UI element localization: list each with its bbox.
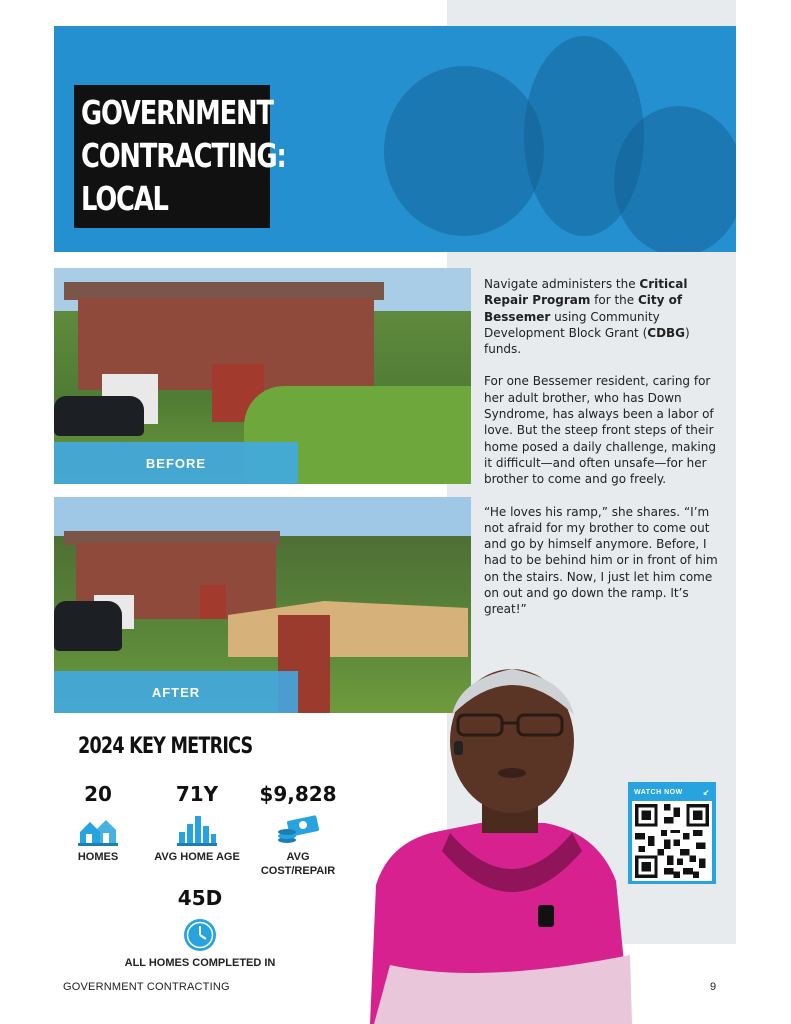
hero-banner [54, 26, 736, 252]
metric-label: AVG COST/REPAIR [260, 851, 336, 877]
text-run: ) funds. [484, 325, 690, 357]
title-line: CONTRACTING: [81, 136, 286, 175]
arrow-corner-icon: ↙ [702, 787, 710, 797]
watch-now-label: WATCH NOW [634, 788, 683, 796]
program-name: Critical Repair Program [484, 277, 688, 308]
text-run: using Community Development Block Grant ( [484, 309, 660, 340]
money-icon [276, 814, 320, 846]
page-number: 9 [710, 981, 717, 993]
title-line: GOVERNMENT [81, 93, 273, 132]
clock-icon [183, 918, 217, 952]
article-body [484, 276, 724, 634]
metric-label: HOMES [77, 851, 119, 863]
article-quote: “He loves his ramp,” she shares. “I’m not afraid for my brother to come out and go by himself anymore. Before, I had to be behind him or in front of him on the stairs. Now, I just let him come on out and go down the ramp. It’s great!” [484, 504, 718, 617]
hero-photo-figure [614, 106, 736, 252]
text-run: for the [590, 293, 638, 308]
metric-value: 20 [84, 782, 112, 806]
article-paragraph-1 [484, 276, 724, 357]
metrics-title: 2024 KEY METRICS [78, 734, 253, 759]
city-name: City of Bessemer [484, 293, 683, 324]
watch-now-qr[interactable] [628, 782, 716, 884]
houses-icon [76, 814, 120, 846]
metric-label: ALL HOMES COMPLETED IN [124, 957, 276, 969]
metric-avg-home-age [152, 782, 242, 864]
footer-section-name: GOVERNMENT CONTRACTING [63, 981, 230, 993]
before-photo [54, 268, 471, 484]
qr-header [632, 786, 712, 798]
page-title [74, 85, 286, 228]
article-paragraph-2: For one Bessemer resident, caring for her adult brother, who has Down Syndrome, has always been a labor of love. But the steep front steps of their home posed a daily challenge, making it difficult—and often unsafe—for her brother to come and go freely. [484, 374, 716, 487]
metric-label: AVG HOME AGE [154, 851, 240, 863]
after-label: AFTER [54, 671, 298, 713]
resident-portrait [330, 655, 660, 1024]
front-steps [200, 585, 226, 619]
text-run: Navigate administers the [484, 277, 640, 291]
parked-car [54, 601, 122, 651]
metric-value: $9,828 [259, 782, 337, 806]
hero-photo-figure [384, 66, 544, 236]
metric-homes [53, 782, 143, 864]
qr-code-icon[interactable] [632, 801, 712, 881]
city-bars-icon [175, 814, 219, 846]
grant-acronym: CDBG [647, 325, 686, 340]
metric-value: 45D [177, 886, 223, 910]
parked-car [54, 396, 144, 436]
metric-completion-time [110, 886, 290, 970]
metric-value: 71Y [175, 782, 219, 806]
before-label: BEFORE [54, 442, 298, 484]
title-line: LOCAL [81, 179, 168, 218]
